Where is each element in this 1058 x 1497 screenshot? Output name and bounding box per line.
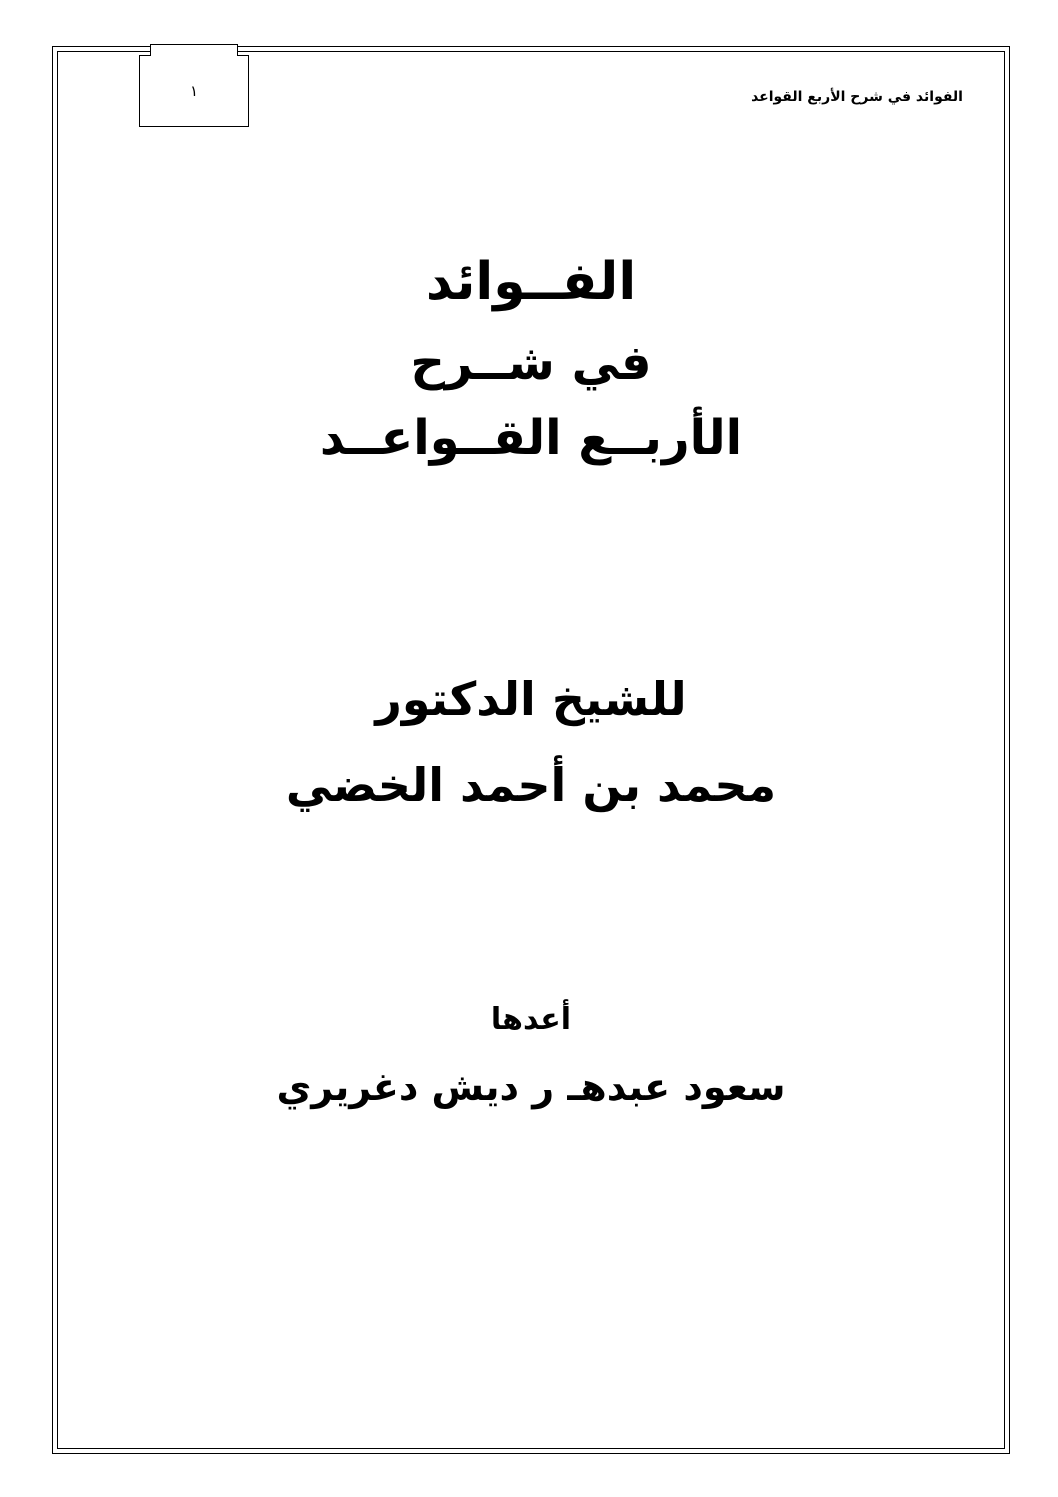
page-sheet — [52, 46, 1010, 1454]
preparer-block — [53, 1002, 1009, 1109]
page-content — [53, 47, 1009, 1453]
title-line-1: الفــوائد — [425, 252, 637, 312]
running-header: الفوائد في شرح الأربع القواعد — [751, 89, 963, 105]
author-block — [53, 667, 1009, 818]
page-number: ١ — [189, 81, 199, 100]
title-line-2: في شــرح — [410, 335, 652, 392]
title-line-3: الأربــع القــواعــد — [319, 409, 743, 466]
title-block — [53, 247, 1009, 471]
preparer-name: سعود عبدهـ ر ديش دغريري — [276, 1065, 786, 1109]
preparer-label: أعدها — [490, 1002, 572, 1037]
author-name: محمد بن أحمد الخضي — [285, 758, 777, 813]
author-title: للشيخ الدكتور — [375, 672, 687, 726]
